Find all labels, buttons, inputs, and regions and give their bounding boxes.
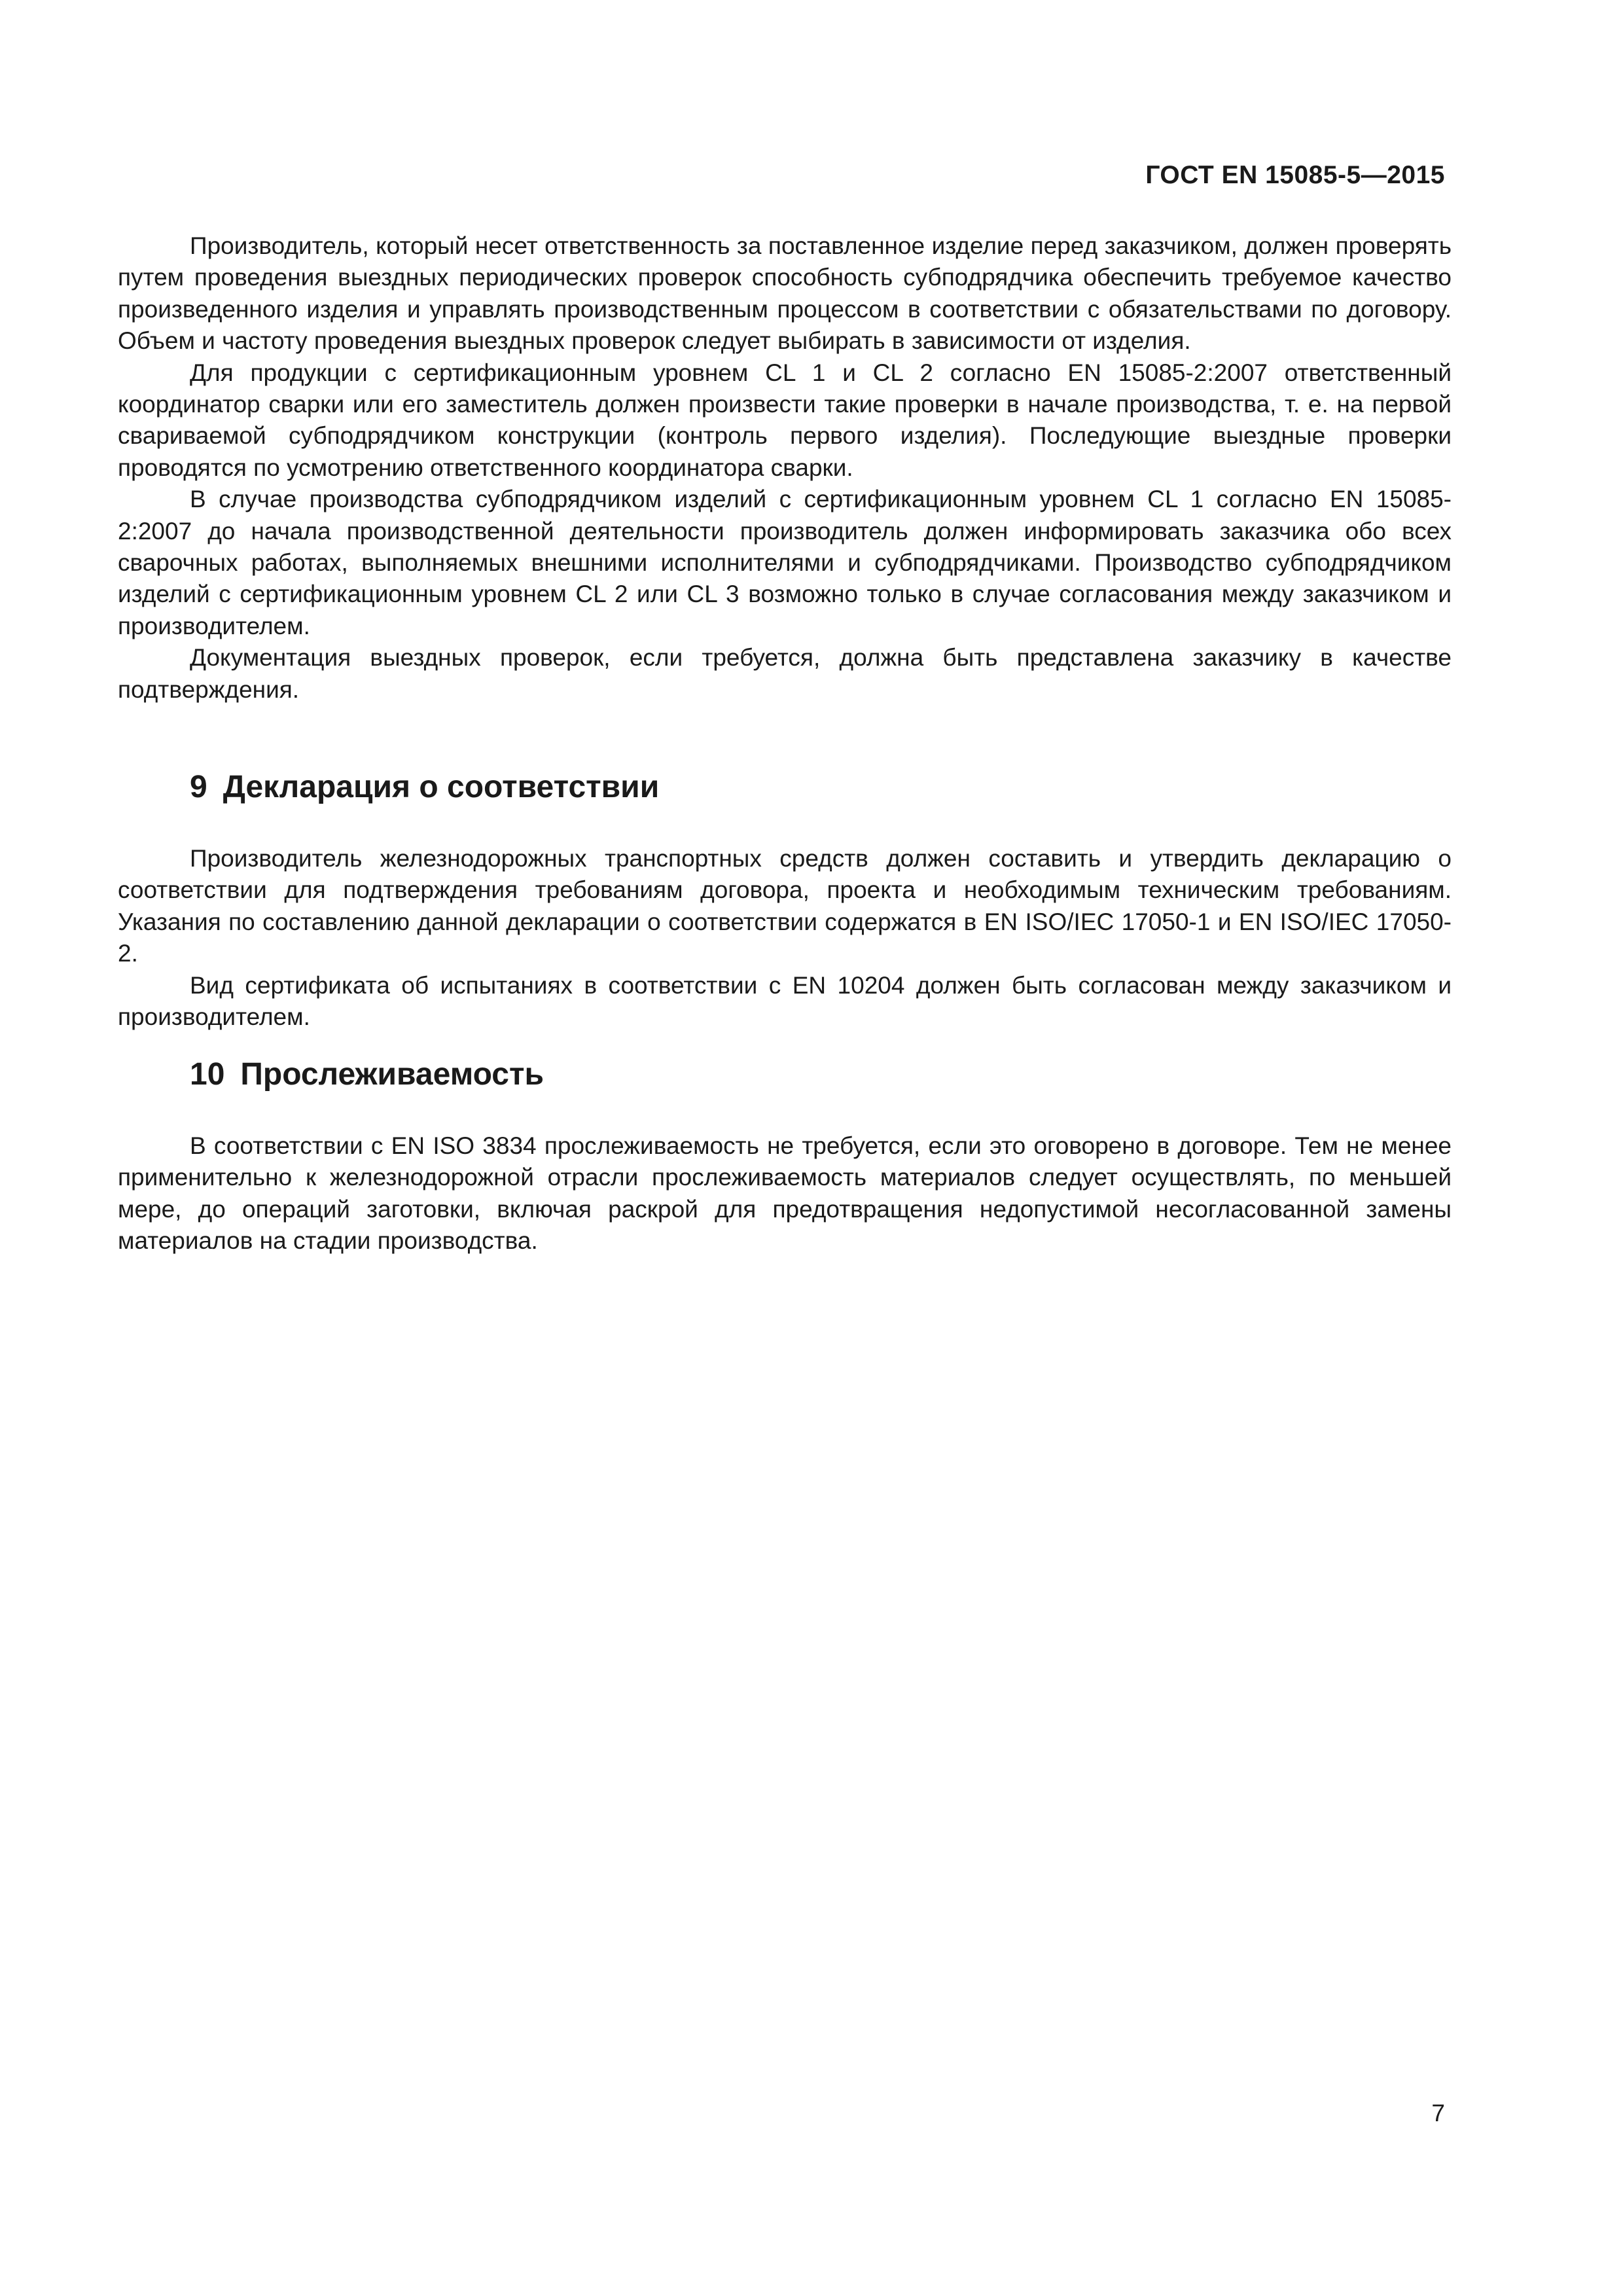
paragraph: Для продукции с сертификационным уровнем CL 1 и CL 2 согласно EN 15085-2:2007 ответственный координатор сварки или его заместитель должен произвести такие проверки в начале производства, т. е. на первой свариваемой субподрядчиком конструкции (контроль первого изделия). Последующие выездные проверки проводятся по усмотрению ответственного координатора сварки. [118,359,1452,481]
paragraph: Производитель железнодорожных транспортных средств должен составить и утвердить декларацию о соответствии для подтверждения требованиям договора, проекта и необходимым техническим требованиям. Указания по составлению данной декларации о соответствии содержатся в EN ISO/IEC 17050-1 и EN ISO/IEC 17050-2. [118,845,1452,967]
paragraph: В случае производства субподрядчиком изделий с сертификационным уровнем CL 1 согласно EN 15085-2:2007 до начала производственной деятельности производитель должен информировать заказчика обо всех сварочных работах, выполняемых внешними исполнителями и субподрядчиками. Производство субподрядчиком изделий с сертификационным уровнем CL 2 или CL 3 возможно только в случае согласования между заказчиком и производителем. [118,486,1452,639]
section-title: Прослеживаемость [240,1057,544,1092]
section-number: 9 [190,770,207,804]
page-number: 7 [1431,2100,1445,2126]
section-title: Декларация о соответствии [223,770,660,804]
paragraph: Производитель, который несет ответственность за поставленное изделие перед заказчиком, должен проверять путем проведения выездных периодических проверок способность субподрядчика обеспечить требуемое качество произведенного изделия и управлять производственным процессом в соответствии с обязательствами по договору. Объем и частоту проведения выездных проверок следует выбирать в зависимости от изделия. [118,232,1452,355]
section-8-continuation [118,230,1452,706]
section-10-body [118,1130,1452,1257]
paragraph: Документация выездных проверок, если требуется, должна быть представлена заказчику в качестве подтверждения. [118,644,1452,703]
section-9-body [118,843,1452,1033]
section-10-heading [190,1056,544,1092]
paragraph: В соответствии с EN ISO 3834 прослеживаемость не требуется, если это оговорено в договоре. Тем не менее применительно к железнодорожной отрасли прослеживаемость материалов следует осуществлять, по меньшей мере, до операций заготовки, включая раскрой для предотвращения недопустимой несогласованной замены материалов на стадии производства. [118,1132,1452,1255]
paragraph: Вид сертификата об испытаниях в соответствии с EN 10204 должен быть согласован между заказчиком и производителем. [118,971,1452,1031]
document-code-header: ГОСТ EN 15085-5—2015 [1145,161,1445,189]
section-number: 10 [190,1057,225,1092]
section-9-heading [190,769,659,805]
